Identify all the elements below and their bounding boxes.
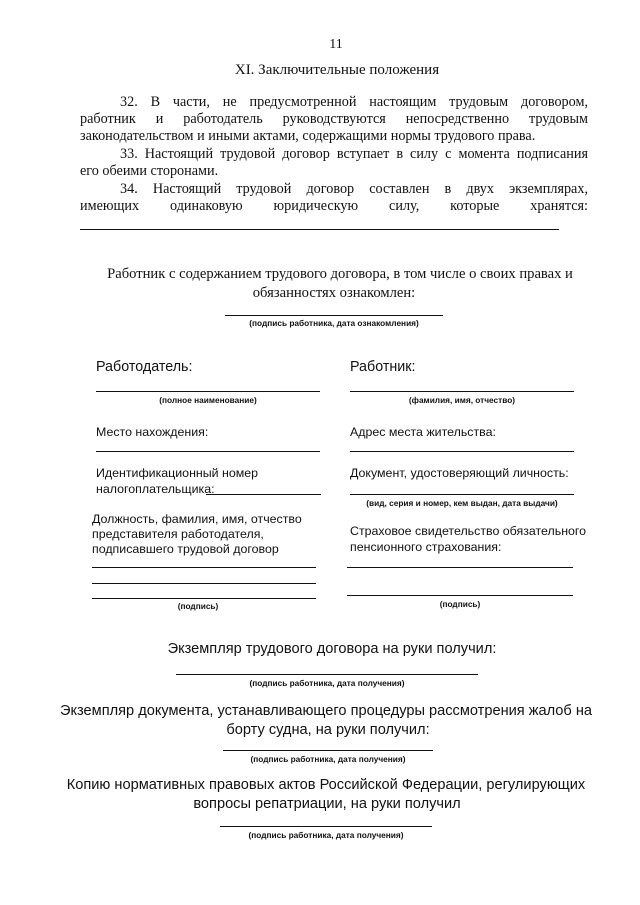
copy-received-caption: (подпись работника, дата получения) xyxy=(249,678,405,688)
employee-heading: Работник: xyxy=(350,359,416,375)
paragraph-34-line-1: 34. Настоящий трудовой договор составлен в двух экземплярах, xyxy=(120,181,588,197)
employee-address-line[interactable] xyxy=(350,451,574,452)
acquaintance-caption: (подпись работника, дата ознакомления) xyxy=(249,318,419,328)
copy-received-text: Экземпляр трудового договора на руки получил: xyxy=(167,641,497,657)
employee-signature-caption: (подпись) xyxy=(439,599,481,609)
storage-fill-line[interactable] xyxy=(80,229,559,230)
employee-id-label: Документ, удостоверяющий личность: xyxy=(350,466,569,480)
employee-name-caption: (фамилия, имя, отчество) xyxy=(408,395,516,405)
employee-signature-line[interactable] xyxy=(347,595,573,596)
employer-inn-label-1: Идентификационный номер xyxy=(96,466,259,480)
employer-inn-line[interactable] xyxy=(206,494,321,495)
employer-rep-label-3: подписавшего трудовой договор xyxy=(92,542,279,556)
employee-insurance-label-1: Страховое свидетельство обязательного xyxy=(350,524,587,538)
employee-id-line[interactable] xyxy=(350,494,574,495)
acquaintance-text-line-2: обязанностях ознакомлен: xyxy=(252,285,416,301)
employer-name-line[interactable] xyxy=(96,391,320,392)
employer-heading: Работодатель: xyxy=(96,359,193,375)
employer-rep-line-1[interactable] xyxy=(92,567,316,568)
acquaintance-signature-line[interactable] xyxy=(225,315,443,316)
paragraph-32-line-3: законодательством и иными актами, содержащими нормы трудового права. xyxy=(80,128,536,144)
complaints-doc-caption: (подпись работника, дата получения) xyxy=(250,754,406,764)
section-title: XI. Заключительные положения xyxy=(234,62,440,78)
employee-address-label: Адрес места жительства: xyxy=(350,425,496,439)
employee-id-caption: (вид, серия и номер, кем выдан, дата выдачи) xyxy=(366,498,558,508)
acquaintance-text-line-1: Работник с содержанием трудового договора, в том числе о своих правах и xyxy=(107,266,573,282)
copy-received-signature-line[interactable] xyxy=(176,674,478,675)
employer-signature-line[interactable] xyxy=(92,598,316,599)
paragraph-32-line-2: работник и работодатель руководствуются непосредственно трудовым xyxy=(80,111,588,127)
paragraph-33-line-2: его обеими сторонами. xyxy=(80,163,219,179)
employee-name-line[interactable] xyxy=(350,391,574,392)
employer-signature-caption: (подпись) xyxy=(177,601,219,611)
repatriation-text-line-2: вопросы репатриации, на руки получил xyxy=(193,796,461,812)
complaints-doc-text-line-1: Экземпляр документа, устанавливающего процедуры рассмотрения жалоб на xyxy=(59,703,593,719)
employee-insurance-line[interactable] xyxy=(347,567,573,568)
employer-rep-line-2[interactable] xyxy=(92,583,316,584)
employer-rep-label-1: Должность, фамилия, имя, отчество xyxy=(92,512,302,526)
repatriation-text-line-1: Копию нормативных правовых актов Российской Федерации, регулирующих xyxy=(66,777,586,793)
page-number: 11 xyxy=(329,37,343,52)
employer-name-caption: (полное наименование) xyxy=(159,395,257,405)
employee-insurance-label-2: пенсионного страхования: xyxy=(350,540,502,554)
repatriation-caption: (подпись работника, дата получения) xyxy=(248,830,404,840)
paragraph-34-line-2: имеющих одинаковую юридическую силу, которые хранятся: xyxy=(80,198,588,214)
paragraph-33-line-1: 33. Настоящий трудовой договор вступает в силу с момента подписания xyxy=(120,146,588,162)
employer-location-label: Место нахождения: xyxy=(96,425,209,439)
paragraph-32-line-1: 32. В части, не предусмотренной настоящим трудовым договором, xyxy=(120,94,588,110)
repatriation-signature-line[interactable] xyxy=(220,826,432,827)
complaints-doc-text-line-2: борту судна, на руки получил: xyxy=(226,722,430,738)
employer-inn-label-2: налогоплательщика: xyxy=(96,482,215,496)
employer-rep-label-2: представителя работодателя, xyxy=(92,527,264,541)
employer-location-line[interactable] xyxy=(96,451,320,452)
complaints-doc-signature-line[interactable] xyxy=(223,750,433,751)
